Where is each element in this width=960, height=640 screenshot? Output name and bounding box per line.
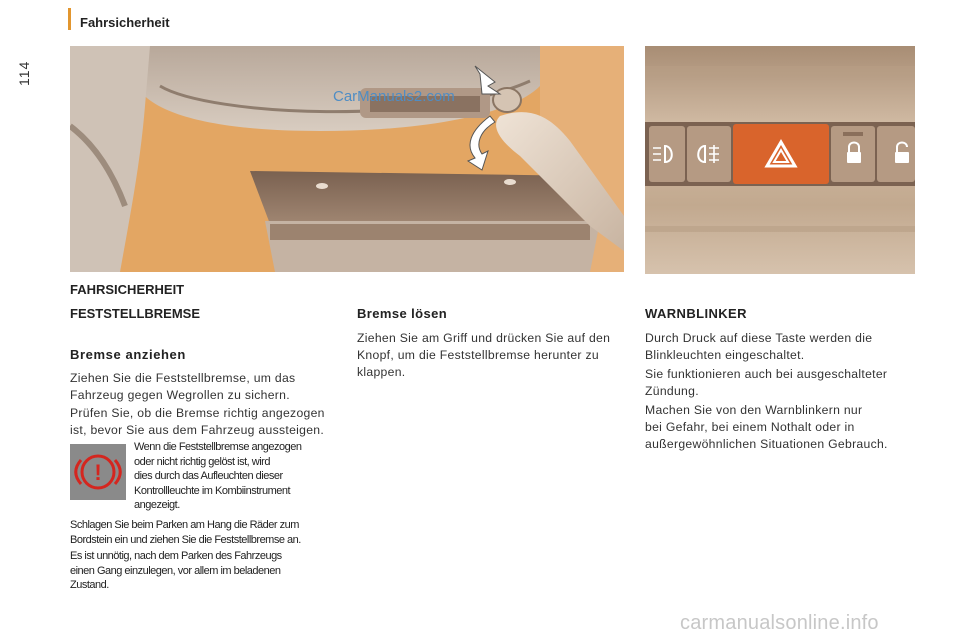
text-line: Ziehen Sie die Feststellbremse, um das bbox=[70, 371, 296, 385]
text-line: oder nicht richtig gelöst ist, wird bbox=[134, 455, 270, 468]
main-heading: FAHRSICHERHEIT bbox=[70, 282, 185, 297]
text-line: dies durch das Aufleuchten dieser bbox=[134, 470, 283, 482]
section-accent-bar bbox=[68, 8, 71, 30]
brake-warning-icon bbox=[70, 444, 126, 500]
text-line: einen Gang einzulegen, vor allem im beladenen bbox=[70, 564, 281, 577]
parking-brake-lever-illustration bbox=[70, 46, 624, 272]
text-line: Schlagen Sie beim Parken am Hang die Räder zum bbox=[70, 519, 299, 531]
text-line: Ziehen Sie am Griff und drücken Sie auf den bbox=[357, 331, 611, 345]
apply-brake-paragraph-1 bbox=[70, 370, 295, 404]
text-line: Wenn die Feststellbremse angezogen bbox=[134, 441, 302, 453]
parking-note-2 bbox=[70, 549, 282, 593]
parking-brake-heading: FESTSTELLBREMSE bbox=[70, 306, 201, 321]
text-line: Fahrzeug gegen Wegrollen zu sichern. bbox=[70, 388, 290, 402]
text-line: Es ist unnötig, nach dem Parken des Fahrzeugs bbox=[70, 550, 282, 562]
warning-lamp-text bbox=[134, 440, 301, 513]
text-line: klappen. bbox=[357, 365, 406, 379]
section-title: Fahrsicherheit bbox=[80, 15, 170, 30]
hazard-switch-panel-illustration bbox=[645, 46, 915, 274]
text-line: Bordstein ein und ziehen Sie die Feststellbremse an. bbox=[70, 533, 301, 546]
text-line: Sie funktionieren auch bei ausgeschalteter bbox=[645, 367, 888, 381]
text-line: Durch Druck auf diese Taste werden die bbox=[645, 331, 873, 345]
brake-warning-symbol bbox=[70, 444, 126, 500]
watermark-top: CarManuals2.com bbox=[333, 88, 455, 105]
text-line: Knopf, um die Feststellbremse herunter zu bbox=[357, 348, 599, 362]
page-number: 114 bbox=[16, 60, 32, 86]
warning-symbol-glyph: ! bbox=[94, 460, 102, 485]
apply-brake-paragraph-2 bbox=[70, 405, 325, 439]
text-line: angezeigt. bbox=[134, 499, 180, 511]
release-brake-paragraph bbox=[357, 330, 610, 381]
text-line: außergewöhnlichen Situationen Gebrauch. bbox=[645, 437, 888, 451]
text-line: Machen Sie von den Warnblinkern nur bbox=[645, 403, 863, 417]
text-line: Blinkleuchten eingeschaltet. bbox=[645, 348, 805, 362]
text-line: Kontrollleuchte im Kombiinstrument bbox=[134, 484, 291, 497]
parking-brake-illustration bbox=[70, 46, 624, 272]
release-brake-heading: Bremse lösen bbox=[357, 306, 448, 321]
apply-brake-heading: Bremse anziehen bbox=[70, 347, 186, 362]
hazard-paragraph-1 bbox=[645, 330, 872, 364]
hazard-heading: WARNBLINKER bbox=[645, 306, 747, 321]
text-line: ist, bevor Sie aus dem Fahrzeug aussteigen. bbox=[70, 423, 325, 437]
text-line: Zündung. bbox=[645, 384, 699, 398]
text-line: bei Gefahr, bei einem Nothalt oder in bbox=[645, 420, 855, 434]
hazard-paragraph-3 bbox=[645, 402, 888, 453]
text-line: Zustand. bbox=[70, 579, 109, 591]
parking-note-1 bbox=[70, 518, 301, 547]
switch-panel-illustration bbox=[645, 46, 915, 274]
hazard-paragraph-2 bbox=[645, 366, 887, 400]
text-line: Prüfen Sie, ob die Bremse richtig angezogen bbox=[70, 406, 325, 420]
watermark-bottom: carmanualsonline.info bbox=[680, 612, 879, 634]
